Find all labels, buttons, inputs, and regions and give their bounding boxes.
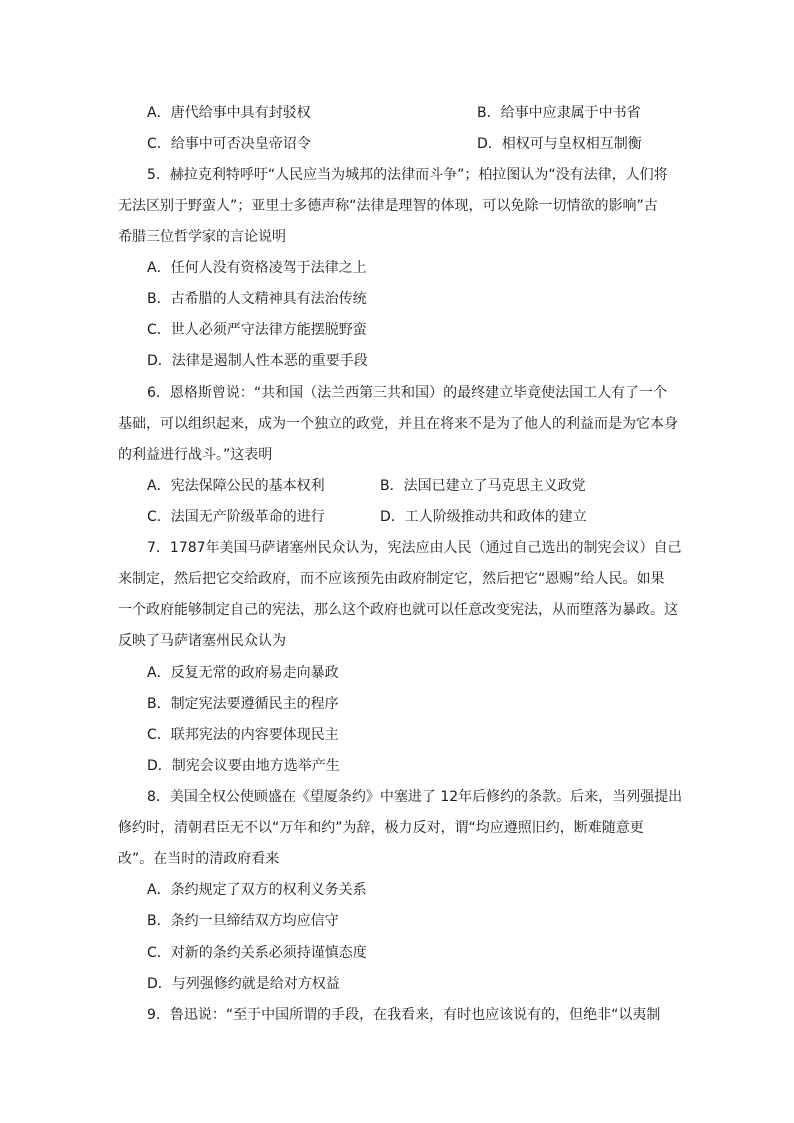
q6-option-c: C．法国无产阶级革命的进行	[147, 509, 325, 525]
q5-option-b: B．古希腊的人文精神具有法治传统	[147, 291, 367, 307]
q8-stem-line-3: 改”。在当时的清政府看来	[118, 851, 280, 867]
q8-stem-line-2: 修约时，清朝君臣无不以“万年和约”为辞，极力反对，谓“均应遵照旧约，断难随意更	[118, 820, 644, 836]
q7-stem-line-1: 7．1787年美国马萨诸塞州民众认为，宪法应由人民（通过自己选出的制宪会议）自己	[147, 540, 682, 556]
q8-option-a: A．条约规定了双方的权利义务关系	[147, 882, 367, 898]
q5-option-d: D．法律是遏制人性本恶的重要手段	[147, 353, 368, 369]
q6-stem-line-1: 6．恩格斯曾说：“共和国（法兰西第三共和国）的最终建立毕竟使法国工人有了一个	[147, 385, 668, 401]
q8-option-d: D．与列强修约就是给对方权益	[147, 976, 340, 992]
q6-stem-line-2: 基础，可以组织起来，成为一个独立的政党，并且在将来不是为了他人的利益而是为它本身	[118, 416, 678, 432]
q8-option-b: B．条约一旦缔结双方均应信守	[147, 913, 339, 929]
q7-option-d: D．制宪会议要由地方选举产生	[147, 758, 340, 774]
q7-stem-line-2: 来制定，然后把它交给政府，而不应该预先由政府制定它，然后把它“恩赐”给人民。如果	[118, 571, 665, 587]
q8-stem-line-1: 8．美国全权公使顾盛在《望厦条约》中塞进了 12年后修约的条款。后来，当列强提出	[147, 789, 683, 805]
q6-option-a: A．宪法保障公民的基本权利	[147, 478, 325, 494]
q7-stem-line-4: 反映了马萨诸塞州民众认为	[118, 633, 286, 649]
q7-stem-line-3: 一个政府能够制定自己的宪法，那么这个政府也就可以任意改变宪法，从而堕落为暴政。这	[118, 602, 678, 618]
q5-stem-line-3: 希腊三位哲学家的言论说明	[118, 229, 286, 245]
q8-option-c: C．对新的条约关系必须持谨慎态度	[147, 945, 367, 961]
q6-stem-line-3: 的利益进行战斗。”这表明	[118, 447, 273, 463]
q4-option-a: A．唐代给事中具有封驳权	[147, 105, 311, 121]
q4-option-d: D．相权可与皇权相互制衡	[477, 136, 642, 152]
q9-stem-line-1: 9．鲁迅说：“至于中国所谓的手段，在我看来，有时也应该说有的，但绝非“以夷制	[147, 1007, 661, 1023]
q5-stem-line-2: 无法区别于野蛮人”；亚里士多德声称“法律是理智的体现，可以免除一切情欲的影响”古	[118, 198, 658, 214]
q6-option-b: B．法国已建立了马克思主义政党	[380, 478, 586, 494]
q7-option-c: C．联邦宪法的内容要体现民主	[147, 727, 339, 743]
q5-stem-line-1: 5．赫拉克利特呼吁“人民应当为城邦的法律而斗争”；柏拉图认为“没有法律，人们将	[147, 167, 668, 183]
q5-option-a: A．任何人没有资格凌驾于法律之上	[147, 260, 367, 276]
q7-option-a: A．反复无常的政府易走向暴政	[147, 665, 339, 681]
q7-option-b: B．制定宪法要遵循民主的程序	[147, 696, 339, 712]
q4-option-b: B．给事中应隶属于中书省	[477, 105, 641, 121]
q5-option-c: C．世人必须严守法律方能摆脱野蛮	[147, 322, 367, 338]
q4-option-c: C．给事中可否决皇帝诏令	[147, 136, 311, 152]
q6-option-d: D．工人阶级推动共和政体的建立	[380, 509, 587, 525]
